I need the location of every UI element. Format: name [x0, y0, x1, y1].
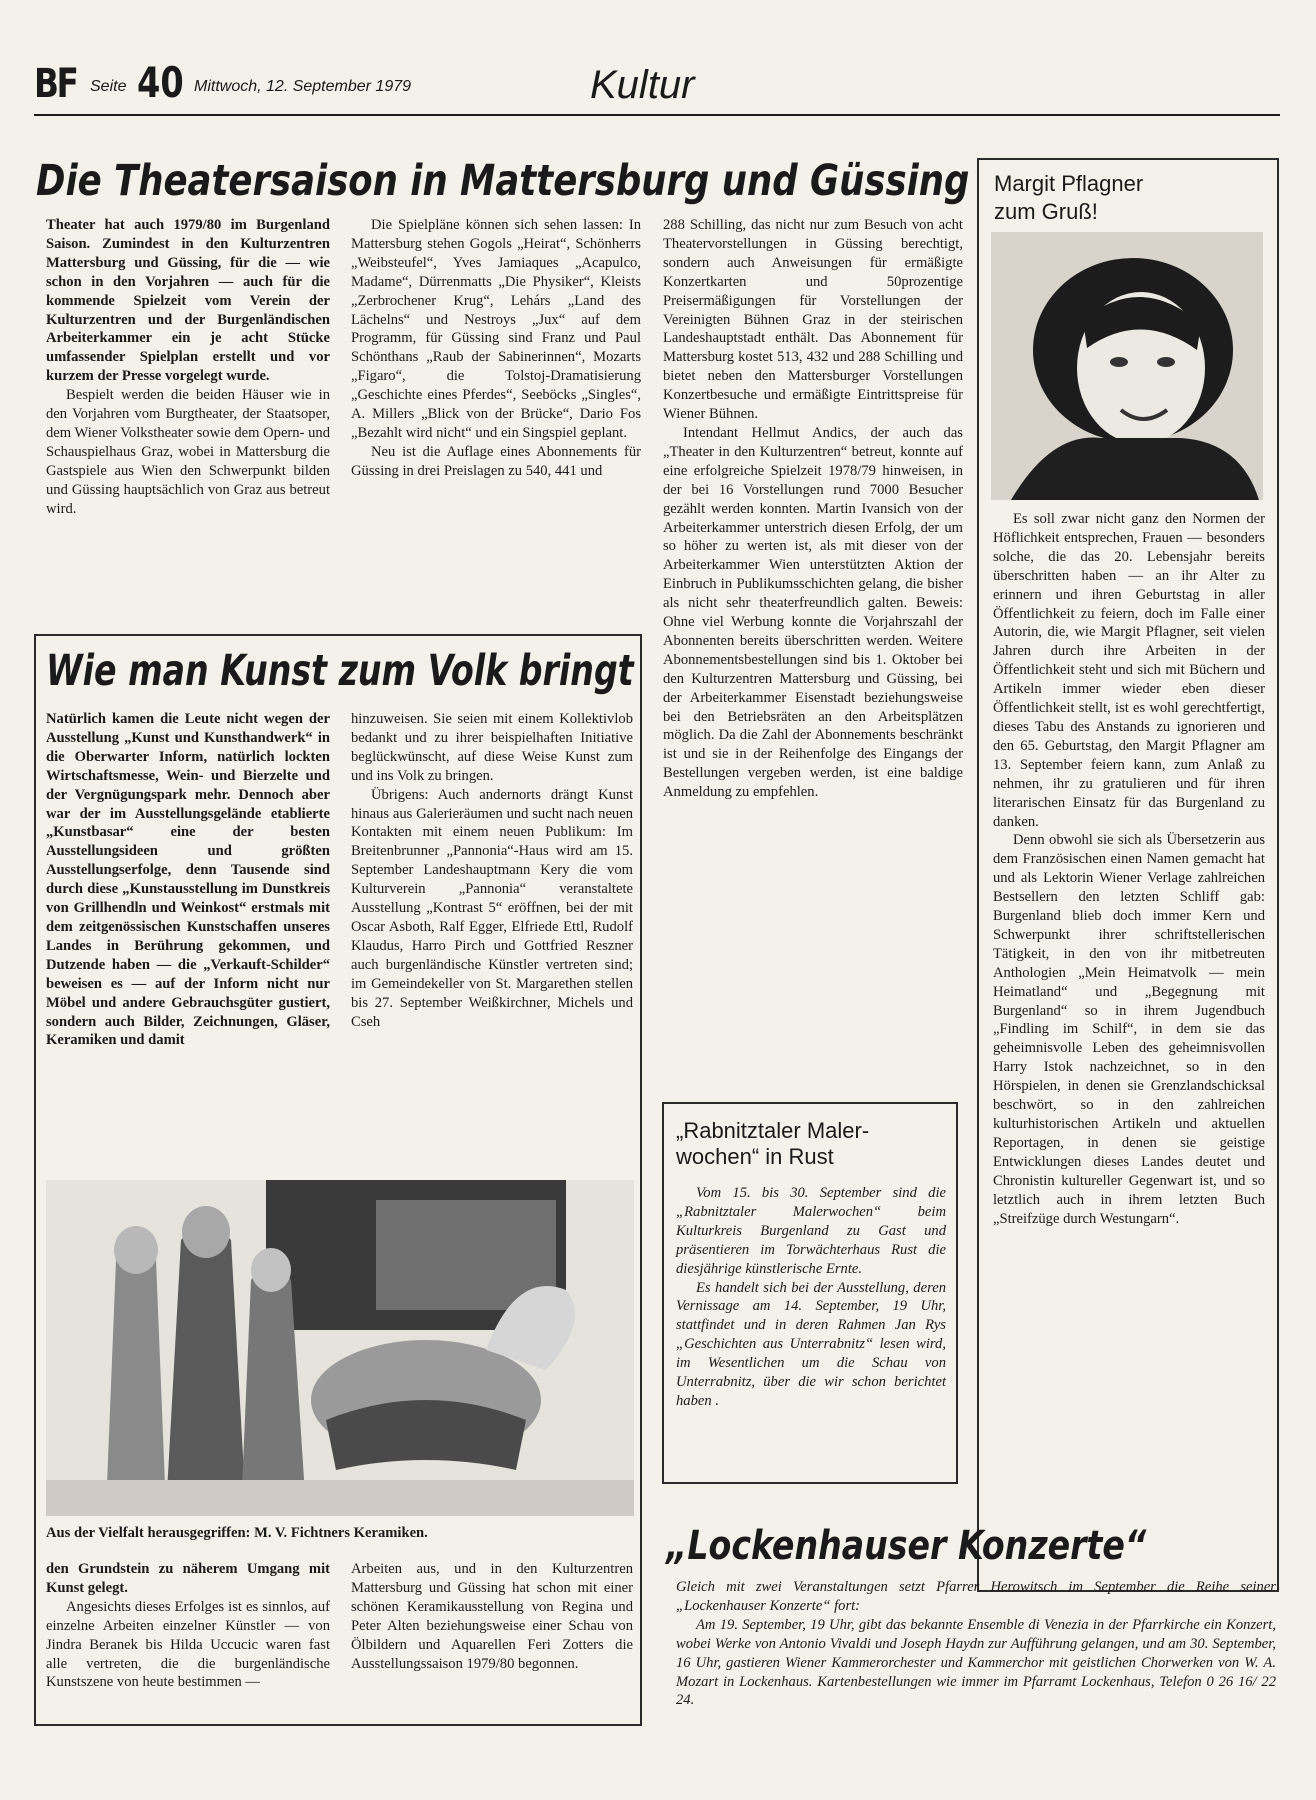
article2-lead: [46, 710, 330, 1050]
portrait-photo-icon: [991, 232, 1263, 500]
konzerte-headline: „Lockenhauser Konzerte“: [666, 1523, 1147, 1569]
paragraph: Bespielt werden die beiden Häuser wie in den Vorjahren vom Burgtheater, der Staatsoper, dem Wiener Volkstheater sowie dem Opern- und Schauspielhaus Graz, wobei in Mattersburg die Gastspiele aus Wien den Schwerpunkt bilden und Güssing hauptsächlich von Graz aus betreut wird.: [46, 387, 330, 517]
sidebar-title-line1: Margit Pflagner: [994, 171, 1144, 196]
ceramics-photo-icon: [46, 1180, 634, 1516]
article1-lead: [46, 216, 330, 386]
article2-headline: Wie man Kunst zum Volk bringt: [46, 646, 634, 696]
paragraph: Die Spielpläne können sich sehen lassen: In Mattersburg stehen Gogols „Heirat“, Schönherrs „Weibsteufel“, Yves Jamiaques „Acapulco, Madame“, Dürrenmatts „Die Physiker“, Kleists „Zerbrochener Krug“, Lehárs „Land des Lächelns“ und Nestroys „Jux“ auf dem Programm, für Güssing sind Franz und Paul Schönthans „Raub der Sabinerinnen“, Mozarts „Figaro“, die Tolstoj-Dramatisierung „Geschichte eines Pferdes“, Seeböcks „Singles“, A. Millers „Blick von der Brücke“, Dario Fos „Bezahlt wird nicht“ und ein Singspiel geplant.: [351, 217, 641, 441]
issue-date: Mittwoch, 12. September 1979: [194, 78, 412, 95]
paragraph: Natürlich kamen die Leute nicht wegen der Ausstellung „Kunst und Kunsthandwerk“ in die Oberwarter Inform, natürlich lockten Wirtschaftsmesse, Wein- und Bierzelte und der Vergnügungspark mehr. Dennoch aber war der im Ausstellungsgelände etablierte „Kunstbasar“ eine der besten Ausstellungsideen und größten Ausstellungserfolge, denn Tausende sind durch diese „Kunstausstellung im Dunstkreis von Grillhendln und Weinkost“ erstmals mit dem zeitgenössischen Kunstschaffen unseres Landes in Berührung gekommen, und Dutzende haben — die „Verkauft-Schilder“ beweisen es — auf der Inform nicht nur Möbel und andere Gebrauchsgüter gustiert, sondern auch Bilder, Zeichnungen, Gläser, Keramiken und damit: [46, 711, 330, 1049]
page-number: 40: [137, 58, 184, 107]
rust-box: [662, 1102, 958, 1484]
sidebar-text: [993, 510, 1265, 1228]
paragraph: 288 Schilling, das nicht nur zum Besuch von acht Theatervorstellungen in Güssing berechtigt, sondern auch Anweisungen für ermäßigte Konzertkarten und 50prozentige Preisermäßigungen für Vorstellungen der Vereinigten Bühnen Graz in der steirischen Landeshauptstadt enthält. Das Abonnement für Mattersburg kostet 513, 432 und 288 Schilling und bietet neben den Mattersburger Vorstellungen Konzertbesuche und ermäßigte Eintrittspreise für Wiener Bühnen.: [663, 217, 963, 423]
sidebar-title: [994, 170, 1143, 226]
masthead: [34, 58, 1280, 112]
article1-headline: Die Theatersaison in Mattersburg und Güssing: [36, 156, 970, 206]
newspaper-logo: BF: [34, 61, 77, 107]
paragraph: Neu ist die Auflage eines Abonnements für Güssing in drei Preislagen zu 540, 441 und: [351, 443, 641, 479]
article1-col2: [351, 216, 641, 481]
paragraph: Am 19. September, 19 Uhr, gibt das bekannte Ensemble di Venezia in der Pfarrkirche ein Konzert, wobei Werke von Antonio Vivaldi und Joseph Haydn zur Aufführung gelangen, und am 30. September, 16 Uhr, gastieren Wiener Kammerorchester und Kammerchor mit geistlichen Chorwerken von W. A. Mozart in Lockenhaus. Kartenbestellungen wie immer im Pfarramt Lockenhaus, Telefon 0 26 16/ 22 24.: [676, 1616, 1276, 1709]
article1-col1-body: [46, 386, 330, 518]
paragraph: Vom 15. bis 30. September sind die „Rabnitztaler Malerwochen“ beim Kulturkreis Burgenland zu Gast und präsentieren im Torwächterhaus Rust die diesjährige künstlerische Ernte.: [676, 1185, 946, 1277]
masthead-rule: [34, 114, 1280, 116]
konzerte-text: [676, 1578, 1276, 1710]
paragraph: Angesichts dieses Erfolges ist es sinnlos, auf einzelne Arbeiten einzelner Künstler — von Jindra Beranek bis Hilda Uccucic waren fast alle vertreten, die die burgenländische Kunstszene von heute bestimmen —: [46, 1598, 330, 1691]
seite-label: Seite: [90, 78, 127, 95]
section-title: Kultur: [590, 63, 695, 107]
paragraph: Gleich mit zwei Veranstaltungen setzt Pfarrer Herowitsch im September die Reihe seiner „Lockenhauser Konzerte“ fort:: [676, 1579, 1276, 1614]
article2-bottom-col2: [351, 1560, 633, 1673]
paragraph: Denn obwohl sie sich als Übersetzerin aus dem Französischen einen Namen gemacht hat und als Lektorin Wiener Verlage zahlreichen Bestsellern den letzten Schliff gab: Burgenland blieb doch immer Kern und Schwerpunkt ihrer schriftstellerischen Tätigkeit, in den von ihr mitbetreuten Anthologien „Mein Heimatvolk — mein Heimatland“ und „Begegnung mit Burgenland“ so in ihrem Jugendbuch „Findling im Schilf“, in dem sie das geheimnisvolle Leben des geheimnisvollen Harry Istok nachzeichnet, so in den Hörspielen, in denen sie Grenzlandschicksal beschwört, so in den zahlreichen kulturhistorischen Artikeln und aktuellen Reportagen, in denen sie geistige Entwicklungen dieses Landes deutet und Chronistin kultureller Gegenwart ist, und so letztlich auch in ihrem letzten Buch „Streifzüge durch Westungarn“.: [993, 832, 1265, 1227]
portrait-photo: [991, 232, 1263, 500]
article2-box: [34, 634, 642, 1726]
photo-caption: Aus der Vielfalt herausgegriffen: M. V. Fichtners Keramiken.: [46, 1525, 428, 1541]
paragraph: Übrigens: Auch andernorts drängt Kunst hinaus aus Galerieräumen und sucht nach neuen Kontakten mit einem neuen Publikum: Im Breitenbrunner „Pannonia“-Haus wird am 15. September Landeshauptmann Kery die vom Kulturverein „Pannonia“ veranstaltete Ausstellung „Kontrast 5“ eröffnen, bei der mit Oscar Asboth, Ralf Egger, Elfriede Ettl, Rudolf Klaudus, Harro Pirch und Gottfried Reszner auch burgenländische Künstler vertreten sind; im Gemeindekeller von St. Margarethen stellen bis 27. September Weißkirchner, Michels und Cseh: [351, 786, 633, 1030]
rust-box-title: [676, 1118, 869, 1170]
article2-col2: [351, 710, 633, 1031]
paragraph: den Grundstein zu näherem Umgang mit Kunst gelegt.: [46, 1561, 330, 1596]
paragraph: Theater hat auch 1979/80 im Burgenland Saison. Zumindest in den Kulturzentren Mattersburg und Güssing, für die — wie schon in den Vorjahren — auch für die kommende Spielzeit vom Verein der Kulturzentren und der Burgenländischen Arbeiterkammer ein je acht Stücke umfassender Spielplan erstellt und vor kurzem der Presse vorgelegt wurde.: [46, 217, 330, 385]
rust-box-title-line1: „Rabnitztaler Maler-: [676, 1118, 870, 1143]
rust-box-title-line2: wochen“ in Rust: [676, 1144, 834, 1169]
paragraph: Intendant Hellmut Andics, der auch das „Theater in den Kulturzentren“ betreut, konnte auf eine erfolgreiche Spielzeit 1978/79 hinweisen, in der bei 16 Vorstellungen rund 7000 Besucher gezählt werden konnten. Martin Ivansich von der Arbeiterkammer unterstrich diesen Erfolg, der um so höher zu werten ist, als mit dieser von der Arbeiterkammer Wien unterstützten Aktion der Einbruch in Publikumsschichten gelang, die bisher als nicht sehr theaterfreundlich galten. Beweis: Ohne viel Werbung konnte die Vorjahrszahl der Abonnenten bereits überschritten werden. Weitere Abonnementsbestellungen sind bis 1. Oktober bei den Kulturzentren Mattersburg und Güssing, bei der Arbeiterkammer Eisenstadt beziehungsweise bei den Betriebsräten an den Arbeitsplätzen möglich. Da die Zahl der Abonnements beschränkt ist und sie in der Reihenfolge des Eingangs der Bestellungen vergeben werden, ist eine baldige Anmeldung zu empfehlen.: [663, 424, 963, 801]
paragraph: hinzuweisen. Sie seien mit einem Kollektivlob bedankt und zu ihrer beispielhaften Initiative beglückwünscht, auf diese Weise Kunst zum und ins Volk zu bringen.: [351, 711, 633, 784]
article2-bottom-col1: [46, 1560, 330, 1692]
article1-col3: [663, 216, 963, 802]
paragraph: Es soll zwar nicht ganz den Normen der Höflichkeit entsprechen, Frauen — besonders solche, die das 20. Lebensjahr bereits überschritten haben — an ihr Alter zu erinnern und ihren Geburtstag in aller Öffentlichkeit zu feiern, doch im Falle einer Autorin, die, wie Margit Pflagner, seit vielen Jahren durch ihre Arbeiten in der Öffentlichkeit steht und sich mit Büchern und Artikeln immer wieder eben dieser Öffentlichkeit stellt, ist es wohl gerechtfertigt, dieses Tabu des Anstands zu ignorieren und den 65. Geburtstag, den Margit Pflagner am 13. September feiern kann, zum Anlaß zu nehmen, ihr zu gratulieren und für ihren literarischen Einsatz für das Burgenland zu danken.: [993, 511, 1265, 830]
ceramics-photo: [46, 1180, 634, 1516]
paragraph: Arbeiten aus, und in den Kulturzentren Mattersburg und Güssing hat schon mit einer schönen Keramikausstellung von Regina und Peter Alten beziehungsweise einer Schau von Ölbildern und Aquarellen Feri Zotters die Ausstellungssaison 1979/80 begonnen.: [351, 1561, 633, 1672]
sidebar-title-line2: zum Gruß!: [994, 199, 1098, 224]
rust-box-text: [676, 1184, 946, 1411]
sidebar-box: [977, 158, 1279, 1592]
paragraph: Es handelt sich bei der Ausstellung, deren Vernissage am 14. September, 19 Uhr, stattfindet und in deren Rahmen Jan Rys „Geschichten aus Unterrabnitz“ lesen wird, im Wesentlichen um die Schau von Unterrabnitz, über die wir schon berichtet haben .: [676, 1279, 946, 1409]
article1-col1: [46, 216, 330, 519]
